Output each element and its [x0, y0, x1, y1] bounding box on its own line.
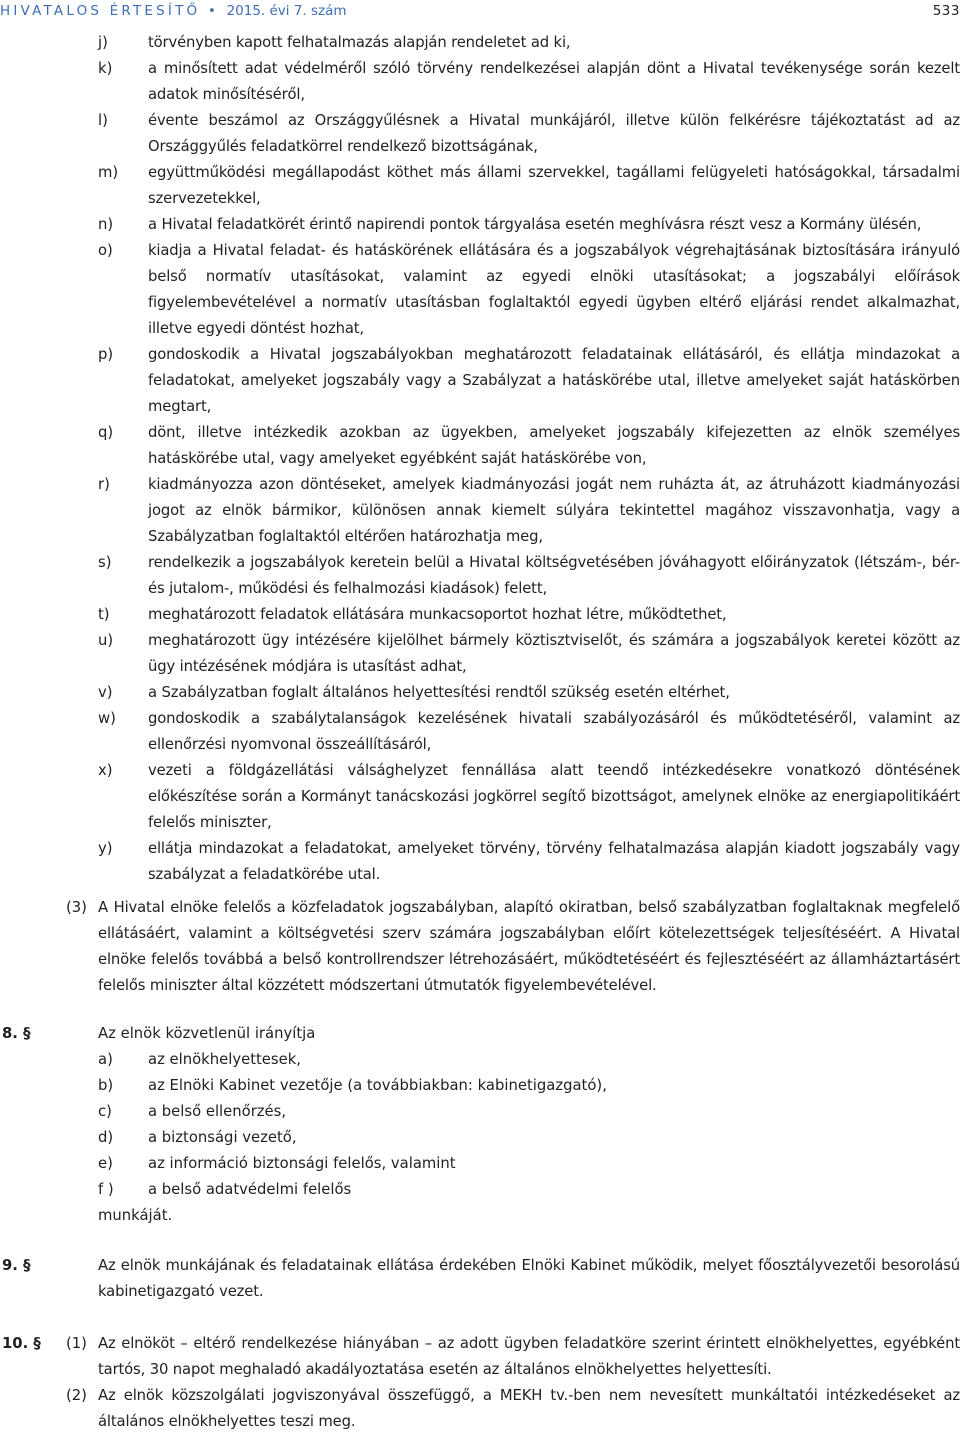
list-item-text: a Szabályzatban foglalt általános helyettesítési rendtől szükség esetén eltérhet, — [148, 684, 730, 701]
list-item-label: n) — [98, 216, 114, 233]
list-item-label: l) — [98, 112, 108, 129]
sub-item-text: a biztonsági vezető, — [148, 1129, 297, 1146]
paragraph-number: (3) — [66, 899, 87, 916]
list-item-text: vezeti a földgázellátási válsághelyzet fennállása alatt teendő intézkedésekre vonatkozó döntésének előkészítése során a Kormányt tanácskozási jogkörrel segítő bizottságot, amelynek elnöke az energiapolitikáért felelős miniszter, — [148, 762, 960, 831]
list-item-text: dönt, illetve intézkedik azokban az ügyekben, amelyeket jogszabály kifejezetten az elnök személyes hatáskörébe utal, vagy amelyeket egyébként saját hatáskörébe von, — [148, 424, 960, 467]
list-item-label: w) — [98, 710, 116, 727]
sub-item-label: e) — [98, 1155, 113, 1172]
header-separator: • — [207, 3, 220, 19]
section-number: 8. § — [2, 1025, 31, 1042]
sub-item-text: az Elnöki Kabinet vezetője (a továbbiakban: kabinetigazgató), — [148, 1077, 607, 1094]
list-item-text: a Hivatal feladatkörét érintő napirendi pontok tárgyalása esetén meghívásra részt vesz a Kormány ülésén, — [148, 216, 922, 233]
list-item-label: p) — [98, 346, 114, 363]
list-item-text: meghatározott feladatok ellátására munkacsoportot hozhat létre, működtethet, — [148, 606, 727, 623]
list-item-text: rendelkezik a jogszabályok keretein belül a Hivatal költségvetésében jóváhagyott előirányzatok (létszám-, bér- és jutalom-, működési és felhalmozási kiadások) felett, — [148, 554, 960, 597]
list-item-label: j) — [98, 34, 108, 51]
page-number: 533 — [932, 3, 960, 19]
publication-title — [0, 3, 347, 19]
paragraph-text: Az elnököt – eltérő rendelkezése hiányában – az adott ügyben feladatköre szerint érintett elnökhelyettes, egyébként tartós, 30 napot meghaladó akadályoztatása esetén az általános elnökhelyettes helyettesíti. — [98, 1335, 960, 1378]
sub-item-label: c) — [98, 1103, 112, 1120]
sub-item-label: d) — [98, 1129, 114, 1146]
issue-label: 2015. évi 7. szám — [226, 3, 347, 19]
list-item-text: gondoskodik a szabálytalanságok kezelésének hivatali szabályozásáról és működtetéséről, valamint az ellenőrzési nyomvonal összeállításáról, — [148, 710, 960, 753]
list-item-text: évente beszámol az Országgyűlésnek a Hivatal munkájáról, illetve külön felkérésre tájékoztatást ad az Országgyűlés feladatkörrel rendelkező bizottságának, — [148, 112, 960, 155]
sub-item-text: az elnökhelyettesek, — [148, 1051, 301, 1068]
section-number: 10. § — [2, 1335, 41, 1352]
running-header — [0, 0, 960, 22]
section-number: 9. § — [2, 1257, 31, 1274]
list-item-label: x) — [98, 762, 113, 779]
section-text: Az elnök munkájának és feladatainak ellátása érdekében Elnöki Kabinet működik, melyet főosztályvezetői besorolású kabinetigazgató vezet. — [98, 1257, 960, 1300]
sub-item-label: b) — [98, 1077, 114, 1094]
list-item-label: q) — [98, 424, 114, 441]
sub-item-text: az információ biztonsági felelős, valamint — [148, 1155, 456, 1172]
list-item-text: kiadja a Hivatal feladat- és hatáskörének ellátására és a jogszabályok végrehajtásának biztosítására irányuló belső normatív utasításokat, valamint az egyedi elnöki utasításokat; a jogszabályi előírások figyelembevételével a normatív utasításban foglaltaktól egyedi ügyben eltérő eljárási rendet alkalmazhat, illetve egyedi döntést hozhat, — [148, 242, 960, 337]
list-item-text: a minősített adat védelméről szóló törvény rendelkezései alapján dönt a Hivatal tevékenysége során kezelt adatok minősítéséről, — [148, 60, 960, 103]
list-item-label: y) — [98, 840, 113, 857]
list-item-text: kiadmányozza azon döntéseket, amelyek kiadmányozási jogát nem ruházta át, az átruházott kiadmányozási jogot az elnök bármikor, különösen annak kiemelt súlyára tekintettel magához visszavonhatja, vagy a Szabályzatban foglaltaktól eltérően határozhatja meg, — [148, 476, 960, 545]
list-item-label: t) — [98, 606, 110, 623]
list-item-text: meghatározott ügy intézésére kijelölhet bármely köztisztviselőt, és számára a jogszabályok keretei között az ügy intézésének módjára is utasítást adhat, — [148, 632, 960, 675]
sub-item-text: a belső ellenőrzés, — [148, 1103, 287, 1120]
paragraph-text: A Hivatal elnöke felelős a közfeladatok jogszabályban, alapító okiratban, belső szabályzatban foglaltaknak megfelelő ellátásáért, valamint a költségvetési szerv számára jogszabályban előírt kötelezettségek teljesítéséért. A Hivatal elnöke felelős továbbá a belső kontrollrendszer létrehozásáért, működtetéséért és fejlesztéséért az államháztartásért felelős miniszter által közzétett módszertani útmutatók figyelembevételével. — [98, 899, 960, 994]
list-item-label: k) — [98, 60, 113, 77]
section-intro: Az elnök közvetlenül irányítja — [98, 1025, 316, 1042]
sub-item-label: a) — [98, 1051, 113, 1068]
journal-name: HIVATALOS ÉRTESÍTŐ — [0, 3, 201, 19]
section-outro: munkáját. — [98, 1207, 173, 1224]
list-item-label: o) — [98, 242, 113, 259]
list-item-label: m) — [98, 164, 119, 181]
paragraph-text: Az elnök közszolgálati jogviszonyával összefüggő, a MEKH tv.-ben nem nevesített munkáltatói intézkedéseket az általános elnökhelyettes teszi meg. — [98, 1387, 960, 1430]
paragraph-number: (1) — [66, 1335, 87, 1352]
list-item-text: együttműködési megállapodást köthet más állami szervekkel, tagállami felügyeleti hatóságokkal, társadalmi szervezetekkel, — [148, 164, 960, 207]
sub-item-text: a belső adatvédelmi felelős — [148, 1181, 352, 1198]
paragraph-number: (2) — [66, 1387, 87, 1404]
list-item-text: ellátja mindazokat a feladatokat, amelyeket törvény, törvény felhatalmazása alapján kiadott jogszabály vagy szabályzat a feladatkörébe utal. — [148, 840, 960, 883]
list-item-label: u) — [98, 632, 114, 649]
list-item-text: gondoskodik a Hivatal jogszabályokban meghatározott feladatainak ellátásáról, és ellátja mindazokat a feladatokat, amelyeket jogszabály vagy a Szabályzat a hatáskörébe utal, illetve amelyeket saját hatáskörben megtart, — [148, 346, 960, 415]
list-item-text: törvényben kapott felhatalmazás alapján rendeletet ad ki, — [148, 34, 571, 51]
list-item-label: r) — [98, 476, 110, 493]
list-item-label: v) — [98, 684, 113, 701]
list-item-label: s) — [98, 554, 112, 571]
sub-item-label: f ) — [98, 1181, 114, 1198]
